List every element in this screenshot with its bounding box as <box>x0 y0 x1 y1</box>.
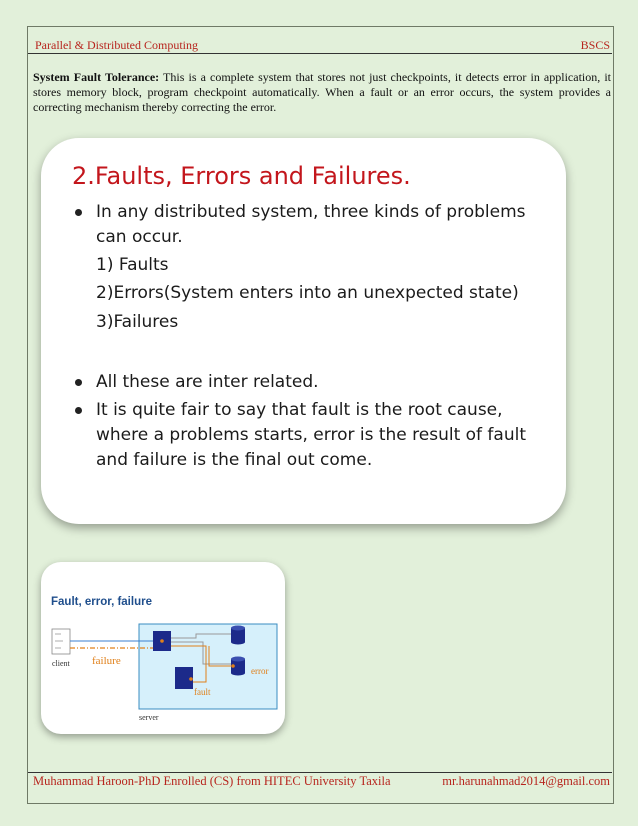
intro-term: System Fault Tolerance: <box>33 70 160 84</box>
client-label: client <box>52 659 70 668</box>
error-label: error <box>251 666 269 676</box>
database-top <box>231 626 245 631</box>
header-course: Parallel & Distributed Computing <box>35 38 198 52</box>
database-bottom <box>231 640 245 645</box>
diagram-svg <box>41 562 285 734</box>
intro-text: This is a complete system that stores not just checkpoints, it detects error in application, it stores memory block, program checkpoint automatically. When a fault or an error occurs, the system provides a correcting mechanism thereby correcting the error. <box>33 70 612 114</box>
footer-author: Muhammad Haroon-PhD Enrolled (CS) from HITEC University Taxila <box>33 774 391 788</box>
failure-label: failure <box>92 655 121 667</box>
footer-email[interactable]: mr.harunahmad2014@gmail.com <box>442 774 610 788</box>
client-device-icon <box>52 629 70 654</box>
footer-divider <box>28 772 612 773</box>
slide-item-failures: 3)Failures <box>96 312 179 332</box>
slide-bullet-1-line-1: In any distributed system, three kinds of problems <box>96 202 526 222</box>
header-divider <box>28 53 612 54</box>
page-footer <box>33 774 610 789</box>
slide-title: 2.Faults, Errors and Failures. <box>72 162 411 190</box>
node-port <box>160 639 164 643</box>
intro-paragraph <box>33 70 611 115</box>
error-marker <box>231 664 235 668</box>
database-bottom <box>231 671 245 676</box>
slide-bullet-3-line-1: It is quite fair to say that fault is the root cause, <box>96 400 503 420</box>
slide-image <box>41 138 566 524</box>
bullet-dot <box>75 407 82 414</box>
diagram-title: Fault, error, failure <box>51 596 152 608</box>
fault-label: fault <box>194 687 211 697</box>
fault-error-failure-diagram <box>41 562 285 734</box>
slide-item-errors: 2)Errors(System enters into an unexpected state) <box>96 283 519 303</box>
bullet-dot <box>75 379 82 386</box>
header-program: BSCS <box>580 38 610 52</box>
slide-bullet-2: All these are inter related. <box>96 372 319 392</box>
slide-item-faults: 1) Faults <box>96 255 169 275</box>
slide-bullet-3-line-3: and failure is the final out come. <box>96 450 373 470</box>
page-header <box>35 38 610 53</box>
fault-marker <box>189 677 193 681</box>
bullet-dot <box>75 209 82 216</box>
database-top <box>231 657 245 662</box>
slide-bullet-1-line-2: can occur. <box>96 227 183 247</box>
server-label: server <box>139 713 159 722</box>
slide-bullet-3-line-2: where a problems starts, error is the result of fault <box>96 425 526 445</box>
